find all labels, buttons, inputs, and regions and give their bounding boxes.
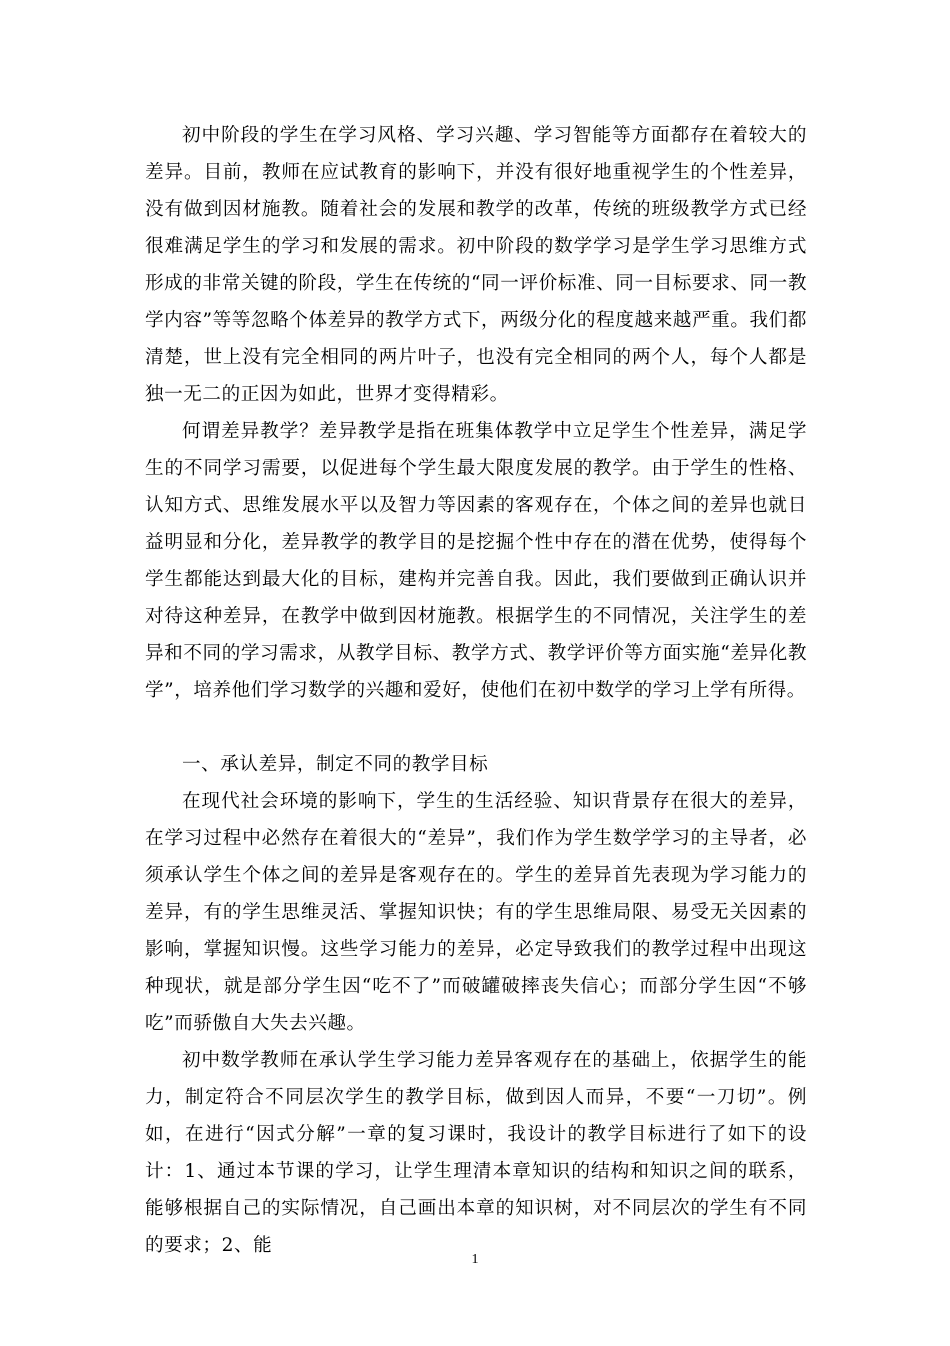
section-paragraph-2: 初中数学教师在承认学生学习能力差异客观存在的基础上，依据学生的能力，制定符合不同层次学生的教学目标，做到因人而异，不要“一刀切”。例如，在进行“因式分解”一章的复习课时，我设计的教学目标进行了如下的设计：1、通过本节课的学习，让学生理清本章知识的结构和知识之间的联系，能够根据自己的实际情况，自己画出本章的知识树，对不同层次的学生有不同的要求；2、能 — [145, 1050, 807, 1256]
section-paragraph-1: 在现代社会环境的影响下，学生的生活经验、知识背景存在很大的差异，在学习过程中必然存在着很大的“差异”，我们作为学生数学学习的主导者，必须承认学生个体之间的差异是客观存在的。学生的差异首先表现为学习能力的差异，有的学生思维灵活、掌握知识快；有的学生思维局限、易受无关因素的影响，掌握知识慢。这些学习能力的差异，必定导致我们的教学过程中出现这种现状，就是部分学生因“吃不了”而破罐破摔丧失信心；而部分学生因“不够吃”而骄傲自大失去兴趣。 — [145, 791, 807, 1034]
intro-paragraph-1: 初中阶段的学生在学习风格、学习兴趣、学习智能等方面都存在着较大的差异。目前，教师在应试教育的影响下，并没有很好地重视学生的个性差异，没有做到因材施教。随着社会的发展和教学的改革，传统的班级教学方式已经很难满足学生的学习和发展的需求。初中阶段的数学学习是学生学习思维方式形成的非常关键的阶段，学生在传统的“同一评价标准、同一目标要求、同一教学内容”等等忽略个体差异的教学方式下，两级分化的程度越来越严重。我们都清楚，世上没有完全相同的两片叶子，也没有完全相同的两个人，每个人都是独一无二的正因为如此，世界才变得精彩。 — [145, 125, 807, 405]
document-body — [145, 117, 807, 1264]
page-number: 1 — [471, 1252, 479, 1267]
section-spacer — [145, 709, 807, 746]
section-heading: 一、承认差异，制定不同的教学目标 — [182, 754, 489, 775]
intro-paragraph-2: 何谓差异教学？差异教学是指在班集体教学中立足学生个性差异，满足学生的不同学习需要，以促进每个学生最大限度发展的教学。由于学生的性格、认知方式、思维发展水平以及智力等因素的客观存在，个体之间的差异也就日益明显和分化，差异教学的教学目的是挖掘个性中存在的潜在优势，使得每个学生都能达到最大化的目标，建构并完善自我。因此，我们要做到正确认识并对待这种差异，在教学中做到因材施教。根据学生的不同情况，关注学生的差异和不同的学习需求，从教学目标、教学方式、教学评价等方面实施“差异化教学”，培养他们学习数学的兴趣和爱好，使他们在初中数学的学习上学有所得。 — [145, 421, 807, 701]
